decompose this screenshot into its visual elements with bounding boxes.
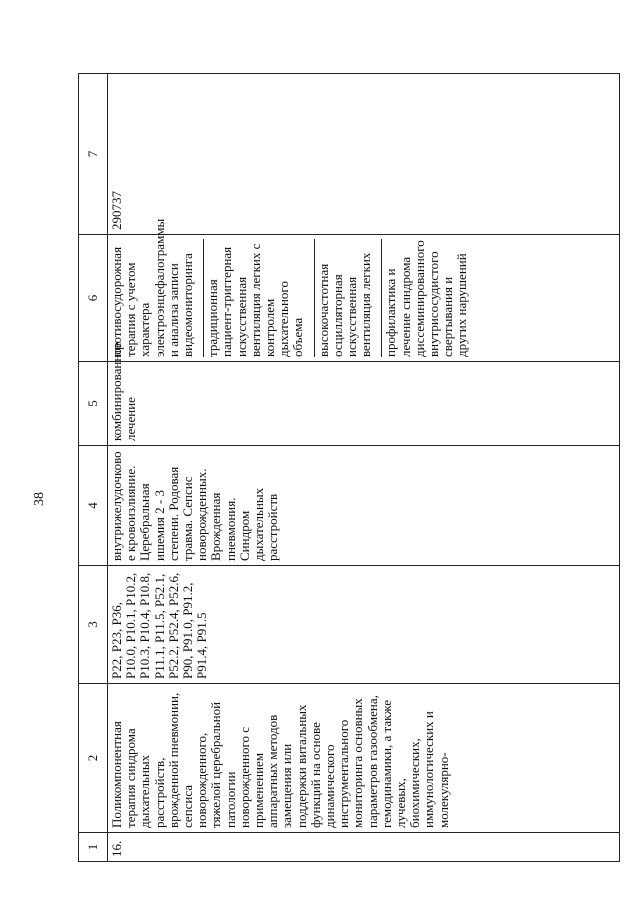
- header-cell-5: 5: [79, 362, 108, 446]
- header-cell-2: 2: [79, 684, 108, 833]
- row-number: 16.: [108, 833, 620, 862]
- header-cell-4: 4: [79, 446, 108, 566]
- care-name: Поликомпонентная терапия синдрома дыхательных расстройств, врожденной пневмонии, сепсиса новорожденного, тяжелой церебральной патологии новорожденного с применением аппаратных методов замещения или поддержки витальных функций на основе динамического инструментального мониторинга основных параметров газообмена, гемодинамики, а также лучевых, биохимических, иммунологических и молекулярно-: [108, 684, 620, 833]
- method-item: профилактика и лечение синдрома диссеминированного внутрисосудистого свертывания и других нарушений: [381, 239, 473, 357]
- method-item: высокочастотная осцилляторная искусственная вентиляция легких: [314, 239, 378, 357]
- page-number: 38: [32, 492, 47, 506]
- table-row: [108, 74, 620, 862]
- diagnosis-codes: P22, P23, P36, P10.0, P10.1, P10.2, P10.3, P10.4, P10.8, P11.1, P11.5, P52.1, P52.2, P52.4, P52.6, P90, P91.0, P91.2, P91.4, P91.5: [108, 566, 620, 684]
- header-cell-7: 7: [79, 74, 108, 235]
- method-item: противосудорожная терапия с учетом характера электроэнцефалограммы и анализа записи видеомониторинга: [109, 218, 196, 357]
- header-cell-6: 6: [79, 235, 108, 362]
- rotated-content: [32, 74, 620, 862]
- method-item: традиционная пациент-триггерная искусственная вентиляция легких с контролем дыхательного объема: [203, 239, 309, 357]
- header-row: [79, 74, 108, 862]
- treatment-methods: [108, 218, 620, 362]
- header-cell-3: 3: [79, 566, 108, 684]
- treatment-type: комбинированное лечение: [108, 362, 620, 446]
- medical-care-table: [78, 73, 620, 862]
- header-cell-1: 1: [79, 833, 108, 862]
- diagnosis-text: внутрижелудочково е кровоизлияние. Церебральная ишемия 2 - 3 степени. Родовая травма. Сепсис новорожденных. Врожденная пневмония. Синдром дыхательных расстройств: [108, 446, 620, 566]
- cost-value: 290737: [108, 74, 620, 235]
